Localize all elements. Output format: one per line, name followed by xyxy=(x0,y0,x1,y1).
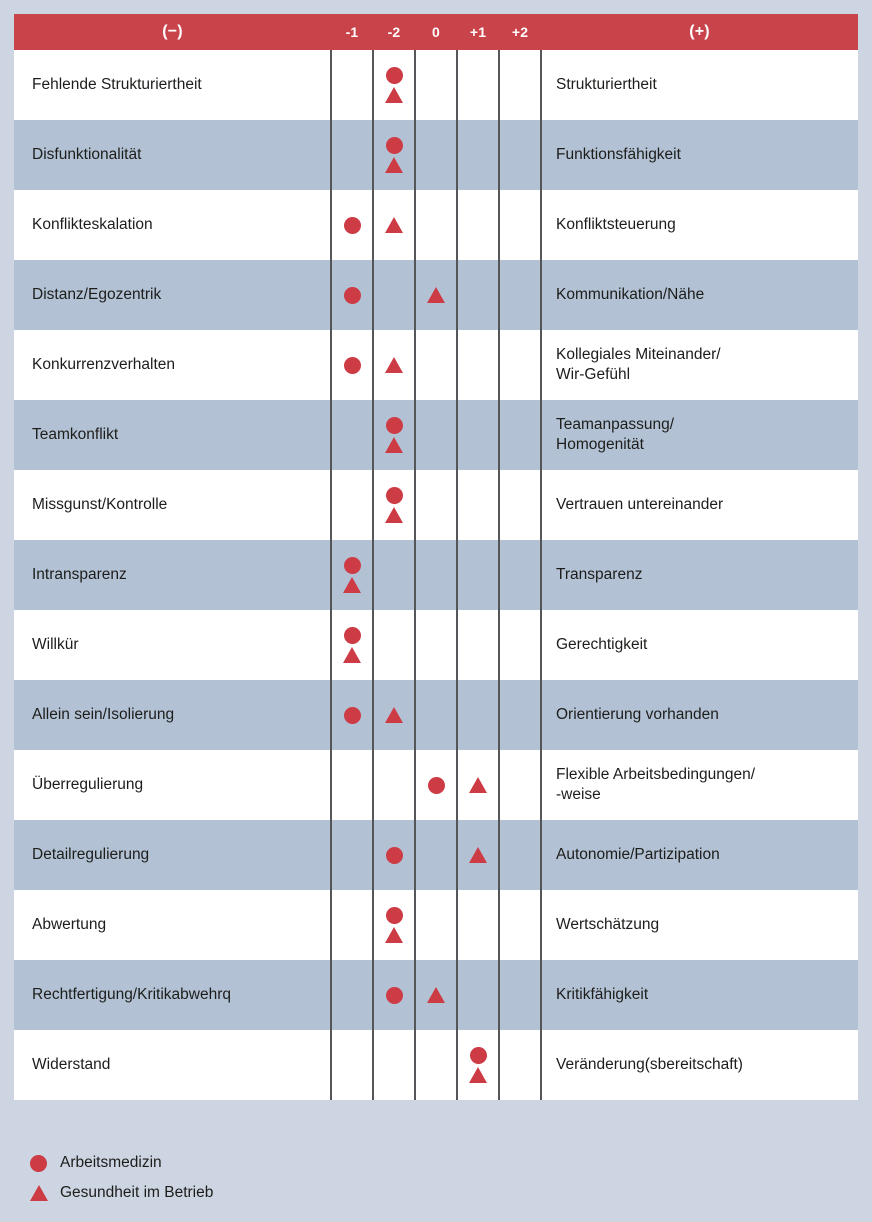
score-cell-0 xyxy=(415,330,457,400)
score-cell-0 xyxy=(415,820,457,890)
score-cell-plus2 xyxy=(499,680,541,750)
header-negative: (−) xyxy=(14,14,331,50)
score-cell-plus1 xyxy=(457,750,499,820)
table-row xyxy=(14,260,858,330)
table-row xyxy=(14,540,858,610)
score-cell-plus2 xyxy=(499,820,541,890)
score-cell-plus1 xyxy=(457,190,499,260)
header-scale-plus2: +2 xyxy=(499,14,541,50)
row-positive-label: Flexible Arbeitsbedingungen/ -weise xyxy=(541,750,858,820)
score-cell-minus1 xyxy=(331,540,373,610)
assessment-matrix-table xyxy=(14,14,858,1100)
score-cell-plus2 xyxy=(499,190,541,260)
header-scale-zero: 0 xyxy=(415,14,457,50)
score-cell-minus2 xyxy=(373,960,415,1030)
row-positive-label: Kritikfähigkeit xyxy=(541,960,858,1030)
row-negative-label: Konkurrenzverhalten xyxy=(14,330,331,400)
row-negative-label: Distanz/Egozentrik xyxy=(14,260,331,330)
triangle-marker-icon xyxy=(385,157,403,173)
score-cell-minus2 xyxy=(373,610,415,680)
circle-marker-icon xyxy=(344,707,361,724)
score-cell-plus2 xyxy=(499,50,541,120)
table-row xyxy=(14,50,858,120)
score-cell-plus1 xyxy=(457,890,499,960)
row-negative-label: Konflikteskalation xyxy=(14,190,331,260)
row-positive-label: Konfliktsteuerung xyxy=(541,190,858,260)
row-negative-label: Teamkonflikt xyxy=(14,400,331,470)
score-cell-plus2 xyxy=(499,400,541,470)
row-negative-label: Intransparenz xyxy=(14,540,331,610)
score-cell-plus1 xyxy=(457,400,499,470)
table-row xyxy=(14,820,858,890)
row-positive-label: Wertschätzung xyxy=(541,890,858,960)
score-cell-minus1 xyxy=(331,330,373,400)
circle-marker-icon xyxy=(344,357,361,374)
score-cell-minus1 xyxy=(331,610,373,680)
table-row xyxy=(14,750,858,820)
legend-item-gesundheit-im-betrieb xyxy=(30,1178,430,1208)
row-positive-label: Orientierung vorhanden xyxy=(541,680,858,750)
triangle-marker-icon xyxy=(385,357,403,373)
score-cell-plus2 xyxy=(499,540,541,610)
triangle-marker-icon xyxy=(385,707,403,723)
score-cell-plus2 xyxy=(499,610,541,680)
score-cell-minus1 xyxy=(331,820,373,890)
row-negative-label: Disfunktionalität xyxy=(14,120,331,190)
circle-marker-icon xyxy=(344,287,361,304)
row-positive-label: Veränderung(sbereitschaft) xyxy=(541,1030,858,1100)
score-cell-plus2 xyxy=(499,750,541,820)
row-positive-label: Gerechtigkeit xyxy=(541,610,858,680)
table-row xyxy=(14,190,858,260)
score-cell-plus1 xyxy=(457,1030,499,1100)
score-cell-0 xyxy=(415,960,457,1030)
score-cell-minus1 xyxy=(331,750,373,820)
table-row xyxy=(14,470,858,540)
score-cell-0 xyxy=(415,1030,457,1100)
circle-marker-icon xyxy=(386,987,403,1004)
triangle-marker-icon xyxy=(343,577,361,593)
triangle-marker-icon xyxy=(385,507,403,523)
legend-item-arbeitsmedizin xyxy=(30,1148,430,1178)
score-cell-plus1 xyxy=(457,820,499,890)
score-cell-minus2 xyxy=(373,470,415,540)
score-cell-plus2 xyxy=(499,1030,541,1100)
triangle-marker-icon xyxy=(427,287,445,303)
circle-marker-icon xyxy=(428,777,445,794)
table-row xyxy=(14,330,858,400)
score-cell-minus1 xyxy=(331,260,373,330)
score-cell-minus2 xyxy=(373,750,415,820)
score-cell-plus2 xyxy=(499,260,541,330)
triangle-marker-icon xyxy=(469,847,487,863)
score-cell-minus2 xyxy=(373,400,415,470)
table-row xyxy=(14,120,858,190)
triangle-marker-icon xyxy=(427,987,445,1003)
score-cell-plus2 xyxy=(499,330,541,400)
circle-marker-icon xyxy=(470,1047,487,1064)
score-cell-plus2 xyxy=(499,120,541,190)
score-cell-plus2 xyxy=(499,960,541,1030)
circle-marker-icon xyxy=(30,1155,56,1172)
circle-marker-icon xyxy=(386,67,403,84)
header-row xyxy=(14,14,858,50)
header-scale-minus1: -1 xyxy=(331,14,373,50)
score-cell-plus1 xyxy=(457,120,499,190)
legend-label-gesundheit-im-betrieb: Gesundheit im Betrieb xyxy=(60,1184,214,1201)
score-cell-minus1 xyxy=(331,960,373,1030)
row-negative-label: Willkür xyxy=(14,610,331,680)
table-body xyxy=(14,50,858,1100)
circle-marker-icon xyxy=(386,487,403,504)
row-positive-label: Kommunikation/Nähe xyxy=(541,260,858,330)
table-row xyxy=(14,1030,858,1100)
circle-marker-icon xyxy=(386,847,403,864)
score-cell-plus1 xyxy=(457,260,499,330)
score-cell-plus1 xyxy=(457,610,499,680)
score-cell-0 xyxy=(415,540,457,610)
row-positive-label: Funktionsfähigkeit xyxy=(541,120,858,190)
row-negative-label: Missgunst/Kontrolle xyxy=(14,470,331,540)
table-header xyxy=(14,14,858,50)
row-positive-label: Teamanpassung/ Homogenität xyxy=(541,400,858,470)
row-positive-label: Kollegiales Miteinander/ Wir-Gefühl xyxy=(541,330,858,400)
legend-label-arbeitsmedizin: Arbeitsmedizin xyxy=(60,1154,162,1171)
score-cell-0 xyxy=(415,890,457,960)
table-row xyxy=(14,960,858,1030)
circle-marker-icon xyxy=(344,627,361,644)
circle-marker-icon xyxy=(386,417,403,434)
legend xyxy=(30,1148,430,1208)
triangle-marker-icon xyxy=(385,437,403,453)
row-negative-label: Widerstand xyxy=(14,1030,331,1100)
score-cell-minus2 xyxy=(373,1030,415,1100)
row-negative-label: Rechtfertigung/Kritikabwehrq xyxy=(14,960,331,1030)
score-cell-plus2 xyxy=(499,890,541,960)
triangle-marker-icon xyxy=(30,1185,56,1201)
score-cell-plus1 xyxy=(457,330,499,400)
score-cell-0 xyxy=(415,260,457,330)
triangle-marker-icon xyxy=(385,87,403,103)
score-cell-minus1 xyxy=(331,50,373,120)
row-negative-label: Überregulierung xyxy=(14,750,331,820)
score-cell-0 xyxy=(415,470,457,540)
score-cell-minus2 xyxy=(373,50,415,120)
row-negative-label: Detailregulierung xyxy=(14,820,331,890)
score-cell-minus2 xyxy=(373,820,415,890)
row-positive-label: Strukturiertheit xyxy=(541,50,858,120)
circle-marker-icon xyxy=(344,557,361,574)
score-cell-minus2 xyxy=(373,330,415,400)
score-cell-minus1 xyxy=(331,190,373,260)
score-cell-minus1 xyxy=(331,400,373,470)
score-cell-minus2 xyxy=(373,190,415,260)
score-cell-minus1 xyxy=(331,470,373,540)
row-negative-label: Fehlende Strukturiertheit xyxy=(14,50,331,120)
score-cell-plus1 xyxy=(457,680,499,750)
row-positive-label: Transparenz xyxy=(541,540,858,610)
circle-marker-icon xyxy=(344,217,361,234)
score-cell-minus2 xyxy=(373,540,415,610)
circle-marker-icon xyxy=(386,137,403,154)
score-cell-0 xyxy=(415,680,457,750)
score-cell-0 xyxy=(415,610,457,680)
row-positive-label: Vertrauen untereinander xyxy=(541,470,858,540)
triangle-marker-icon xyxy=(343,647,361,663)
triangle-marker-icon xyxy=(385,927,403,943)
triangle-marker-icon xyxy=(469,1067,487,1083)
score-cell-minus1 xyxy=(331,680,373,750)
row-positive-label: Autonomie/Partizipation xyxy=(541,820,858,890)
score-cell-0 xyxy=(415,50,457,120)
table-row xyxy=(14,610,858,680)
circle-marker-icon xyxy=(386,907,403,924)
triangle-marker-icon xyxy=(469,777,487,793)
score-cell-plus1 xyxy=(457,960,499,1030)
score-cell-0 xyxy=(415,120,457,190)
triangle-marker-icon xyxy=(385,217,403,233)
header-scale-plus1: +1 xyxy=(457,14,499,50)
score-cell-minus1 xyxy=(331,890,373,960)
table-row xyxy=(14,680,858,750)
score-cell-0 xyxy=(415,400,457,470)
score-cell-plus1 xyxy=(457,470,499,540)
score-cell-minus1 xyxy=(331,1030,373,1100)
score-cell-minus1 xyxy=(331,120,373,190)
header-scale-minus2: -2 xyxy=(373,14,415,50)
table-row xyxy=(14,400,858,470)
header-positive: (+) xyxy=(541,14,858,50)
score-cell-plus1 xyxy=(457,50,499,120)
table-row xyxy=(14,890,858,960)
score-cell-plus2 xyxy=(499,470,541,540)
score-cell-minus2 xyxy=(373,260,415,330)
score-cell-minus2 xyxy=(373,890,415,960)
row-negative-label: Abwertung xyxy=(14,890,331,960)
score-cell-0 xyxy=(415,750,457,820)
score-cell-plus1 xyxy=(457,540,499,610)
row-negative-label: Allein sein/Isolierung xyxy=(14,680,331,750)
score-cell-minus2 xyxy=(373,680,415,750)
score-cell-minus2 xyxy=(373,120,415,190)
score-cell-0 xyxy=(415,190,457,260)
